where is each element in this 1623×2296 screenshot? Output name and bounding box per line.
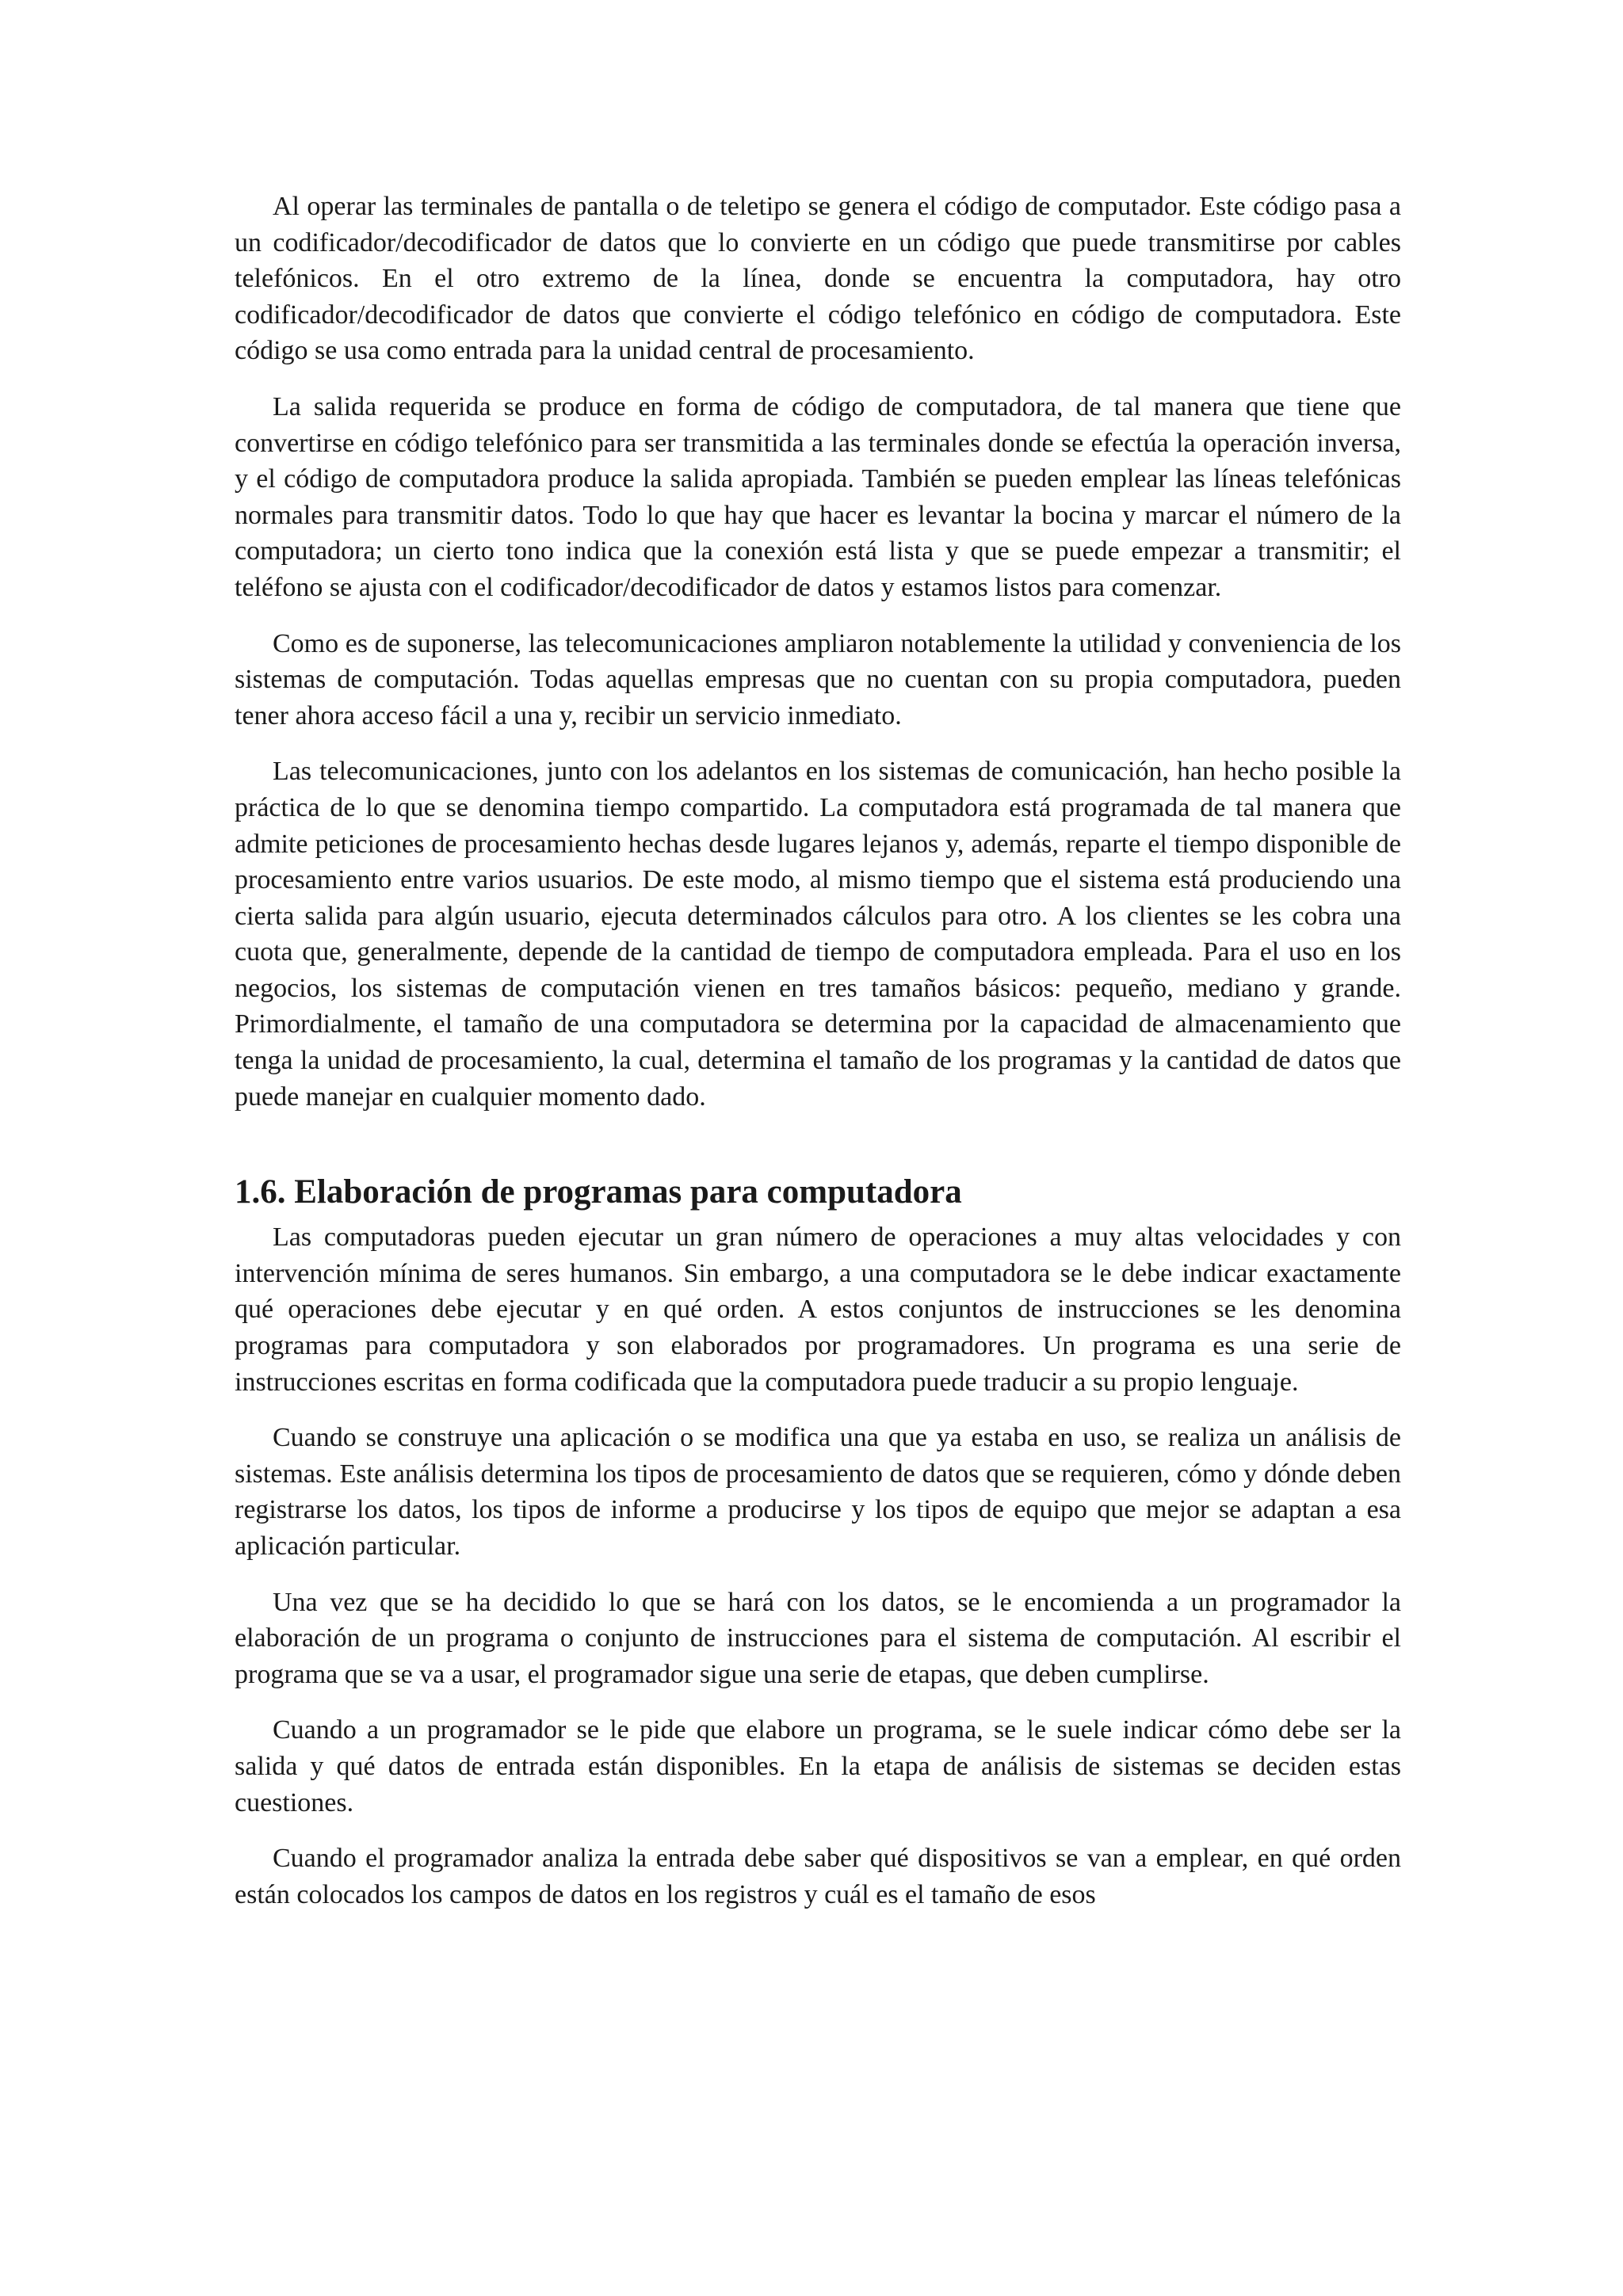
- paragraph-time-sharing: Las telecomunicaciones, junto con los adelantos en los sistemas de comunicación, han hecho posible la práctica de lo que se denomina tiempo compartido. La computadora está programada de tal manera que admite peticiones de procesamiento hechas desde lugares lejanos y, además, reparte el tiempo disponible de procesamiento entre varios usuarios. De este modo, al mismo tiempo que el sistema está produciendo una cierta salida para algún usuario, ejecuta determinados cálculos para otro. A los clientes se les cobra una cuota que, generalmente, depende de la cantidad de tiempo de computadora empleada. Para el uso en los negocios, los sistemas de computación vienen en tres tamaños básicos: pequeño, mediano y grande. Primordialmente, el tamaño de una computadora se determina por la capacidad de almacenamiento que tenga la unidad de procesamiento, la cual, determina el tamaño de los programas y la cantidad de datos que puede manejar en cualquier momento dado.: [235, 757, 1401, 1112]
- paragraph-telecommunications-convenience: Como es de suponerse, las telecomunicaciones ampliaron notablemente la utilidad y conveniencia de los sistemas de computación. Todas aquellas empresas que no cuentan con su propia computadora, pueden tener ahora acceso fácil a una y, recibir un servicio inmediato.: [235, 628, 1401, 730]
- section-heading: 1.6. Elaboración de programas para computadora: [235, 1173, 962, 1211]
- paragraph-terminal-code: Al operar las terminales de pantalla o de teletipo se genera el código de computador. Este código pasa a un codificador/decodificador de datos que lo convierte en un código que puede transmitirse por cables telefónicos. En el otro extremo de la línea, donde se encuentra la computadora, hay otro codificador/decodificador de datos que convierte el código telefónico en código de computadora. Este código se usa como entrada para la unidad central de procesamiento.: [235, 192, 1401, 366]
- document-page: [235, 189, 1401, 1932]
- paragraph-programmer-assignment: Una vez que se ha decidido lo que se hará con los datos, se le encomienda a un programador la elaboración de un programa o conjunto de instrucciones para el sistema de computación. Al escribir el programa que se va a usar, el programador sigue una serie de etapas, que deben cumplirse.: [235, 1587, 1401, 1689]
- paragraph-output-input-spec: Cuando a un programador se le pide que elabore un programa, se le suele indicar cómo debe ser la salida y qué datos de entrada están disponibles. En la etapa de análisis de sistemas se deciden estas cuestiones.: [235, 1715, 1401, 1817]
- paragraph-systems-analysis: Cuando se construye una aplicación o se modifica una que ya estaba en uso, se realiza un análisis de sistemas. Este análisis determina los tipos de procesamiento de datos que se requieren, cómo y dónde deben registrarse los datos, los tipos de informe a producirse y los tipos de equipo que mejor se adaptan a esa aplicación particular.: [235, 1423, 1401, 1561]
- paragraph-programs-definition: Las computadoras pueden ejecutar un gran número de operaciones a muy altas velocidades y con intervención mínima de seres humanos. Sin embargo, a una computadora se le debe indicar exactamente qué operaciones debe ejecutar y en qué orden. A estos conjuntos de instrucciones se les denomina programas para computadora y son elaborados por programadores. Un programa es una serie de instrucciones escritas en forma codificada que la computadora puede traducir a su propio lenguaje.: [235, 1222, 1401, 1397]
- section-body: [235, 1219, 1401, 1913]
- paragraph-output-telephone-code: La salida requerida se produce en forma de código de computadora, de tal manera que tiene que convertirse en código telefónico para ser transmitida a las terminales donde se efectúa la operación inversa, y el código de computadora produce la salida apropiada. También se pueden emplear las líneas telefónicas normales para transmitir datos. Todo lo que hay que hacer es levantar la bocina y marcar el número de la computadora; un cierto tono indica que la conexión está lista y que se puede empezar a transmitir; el teléfono se ajusta con el codificador/decodificador de datos y estamos listos para comenzar.: [235, 391, 1401, 602]
- paragraph-input-analysis: Cuando el programador analiza la entrada debe saber qué dispositivos se van a emplear, en qué orden están colocados los campos de datos en los registros y cuál es el tamaño de esos: [235, 1844, 1401, 1909]
